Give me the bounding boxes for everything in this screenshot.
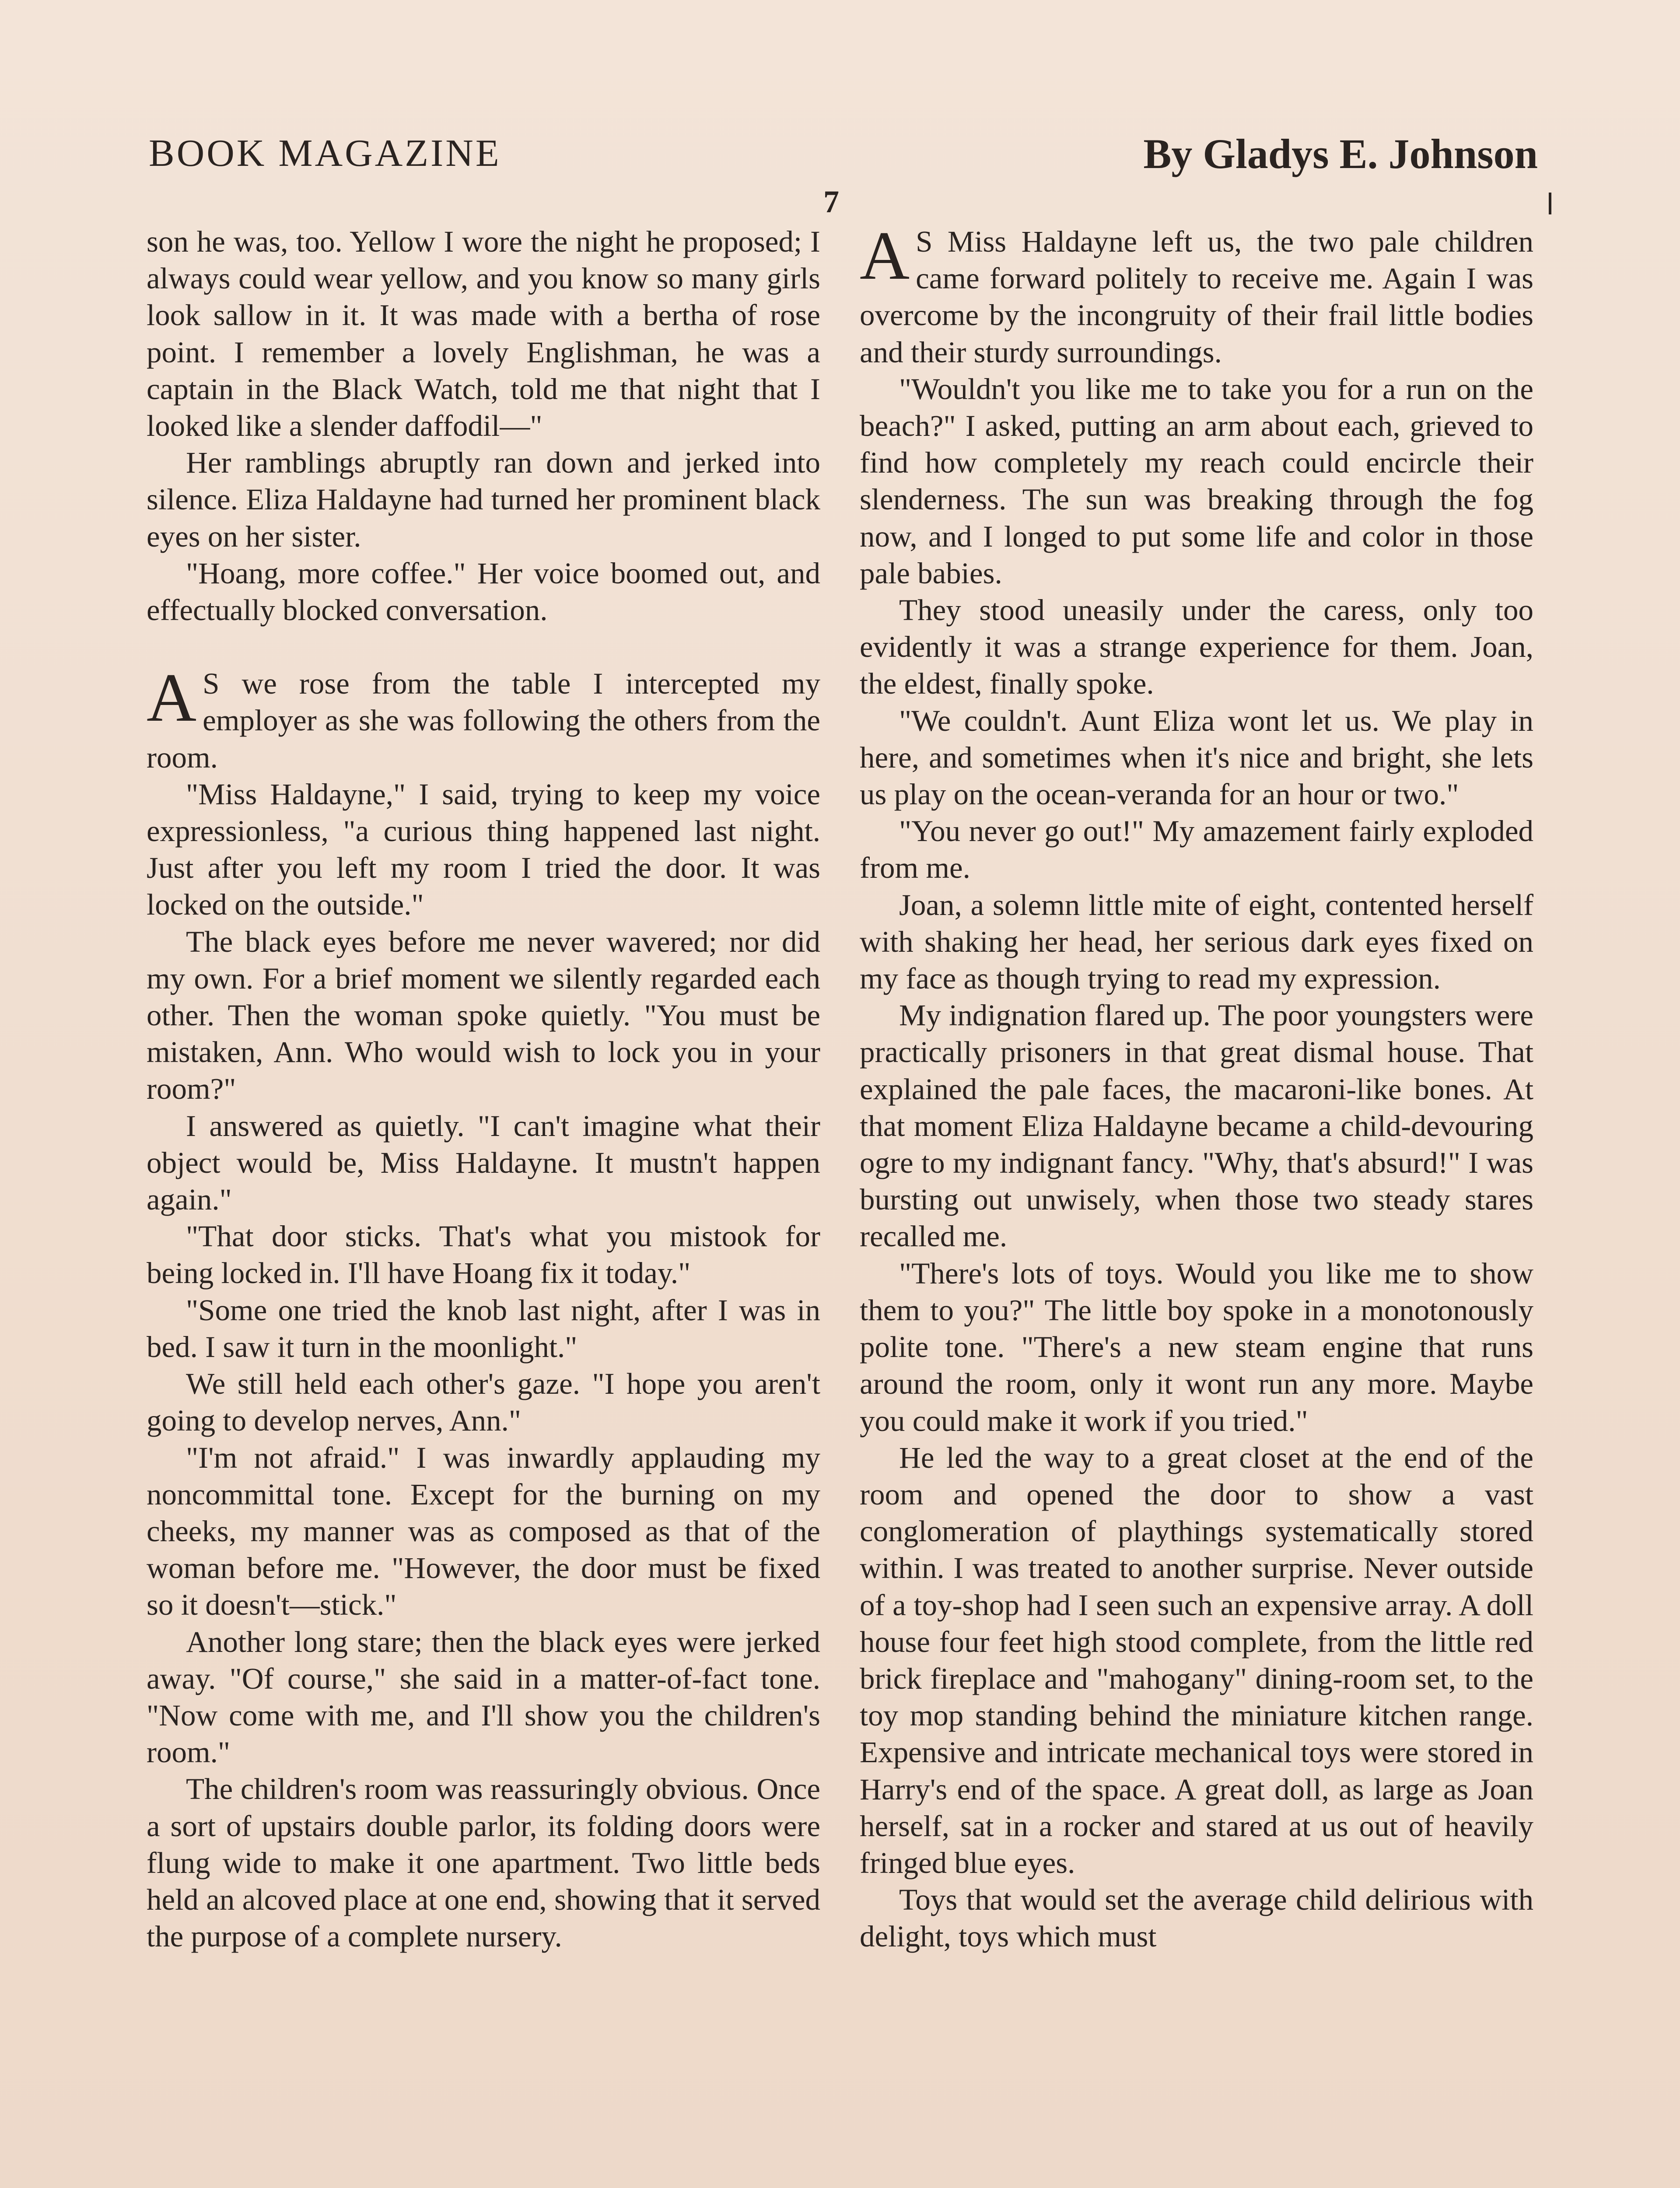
print-mark bbox=[1549, 193, 1551, 214]
paragraph bbox=[147, 1218, 820, 1291]
paragraph bbox=[147, 1108, 820, 1218]
paragraph bbox=[147, 1365, 820, 1439]
paragraph bbox=[860, 592, 1533, 702]
paragraph bbox=[147, 776, 820, 923]
paragraph bbox=[860, 1255, 1533, 1439]
paragraph-text: "That door sticks. That's what you mistook for being locked in. I'll have Hoang fix it today." bbox=[147, 1220, 820, 1290]
paragraph bbox=[860, 1439, 1533, 1881]
paragraph-text: Her ramblings abruptly ran down and jerked into silence. Eliza Haldayne had turned her prominent black eyes on her sister. bbox=[147, 446, 820, 553]
paragraph bbox=[860, 1881, 1533, 1955]
left-text-column bbox=[147, 223, 820, 2188]
paragraph-text: Another long stare; then the black eyes were jerked away. "Of course," she said in a matter-of-fact tone. "Now come with me, and I'll show you the children's room." bbox=[147, 1625, 820, 1769]
paragraph bbox=[860, 223, 1533, 371]
paragraph-text: The black eyes before me never wavered; nor did my own. For a brief moment we silently regarded each other. Then the woman spoke quietly. "You must be mistaken, Ann. Who would wish to lock you in your room?" bbox=[147, 925, 820, 1106]
paragraph-text: S we rose from the table I intercepted my employer as she was following the others from the room. bbox=[147, 667, 820, 774]
paragraph bbox=[147, 555, 820, 628]
paragraph-text: "You never go out!" My amazement fairly exploded from me. bbox=[860, 814, 1533, 885]
paragraph bbox=[860, 702, 1533, 813]
paragraph bbox=[147, 1292, 820, 1365]
paragraph-text: "Wouldn't you like me to take you for a run on the beach?" I asked, putting an arm about each, grieved to find how completely my reach could encircle their slenderness. The sun was breaking through the fog now, and I longed to put some life and color in those pale babies. bbox=[860, 372, 1533, 590]
paragraph bbox=[147, 1439, 820, 1623]
paragraph-text: He led the way to a great closet at the end of the room and opened the door to show a vast conglomeration of playthings systematically stored within. I was treated to another surprise. Never outside of a toy-shop had I seen such an expensive array. A doll house four feet high stood complete, from the little red brick fireplace and "mahogany" dining-room set, to the toy mop standing behind the miniature kitchen range. Expensive and intricate mechanical toys were stored in Harry's end of the space. A great doll, as large as Joan herself, sat in a rocker and stared at us out of heavily fringed blue eyes. bbox=[860, 1441, 1533, 1879]
author-byline: By Gladys E. Johnson bbox=[1143, 130, 1538, 177]
paragraph bbox=[860, 813, 1533, 886]
paragraph bbox=[860, 371, 1533, 592]
paragraph-text: Toys that would set the average child delirious with delight, toys which must bbox=[860, 1883, 1533, 1953]
paragraph-text: "Miss Haldayne," I said, trying to keep my voice expressionless, "a curious thing happened last night. Just after you left my room I tried the door. It was locked on the outside." bbox=[147, 777, 820, 922]
paragraph bbox=[147, 923, 820, 1108]
paragraph-text: I answered as quietly. "I can't imagine what their object would be, Miss Haldayne. It mustn't happen again." bbox=[147, 1109, 820, 1217]
paragraph-text: My indignation flared up. The poor youngsters were practically prisoners in that great dismal house. That explained the pale faces, the macaroni-like bones. At that moment Eliza Haldayne became a child-devouring ogre to my indignant fancy. "Why, that's absurd!" I was bursting out unwisely, when those two steady stares recalled me. bbox=[860, 999, 1533, 1253]
page-number: 7 bbox=[823, 184, 839, 219]
paragraph bbox=[147, 223, 820, 444]
paragraph-text: "Some one tried the knob last night, after I was in bed. I saw it turn in the moonlight." bbox=[147, 1293, 820, 1364]
paragraph bbox=[147, 1623, 820, 1771]
paragraph-text: "Hoang, more coffee." Her voice boomed out, and effectually blocked conversation. bbox=[147, 556, 820, 627]
paragraph-text: "I'm not afraid." I was inwardly applauding my noncommittal tone. Except for the burning on my cheeks, my manner was as composed as that of the woman before me. "However, the door must be fixed so it doesn't—stick." bbox=[147, 1441, 820, 1622]
paragraph bbox=[147, 444, 820, 555]
paragraph-text: S Miss Haldayne left us, the two pale children came forward politely to receive me. Again I was overcome by the incongruity of their frail little bodies and their sturdy surroundings. bbox=[860, 225, 1533, 369]
paragraph bbox=[147, 1771, 820, 1955]
paragraph-text: We still held each other's gaze. "I hope you aren't going to develop nerves, Ann." bbox=[147, 1367, 820, 1438]
paragraph-text: son he was, too. Yellow I wore the night he proposed; I always could wear yellow, and you know so many girls look sallow in it. It was made with a bertha of rose point. I remember a lovely Englishman, he was a captain in the Black Watch, told me that night that I looked like a slender daffodil—" bbox=[147, 225, 820, 443]
drop-cap: A bbox=[860, 223, 910, 294]
paragraph-text: Joan, a solemn little mite of eight, contented herself with shaking her head, her serious dark eyes fixed on my face as though trying to read my expression. bbox=[860, 888, 1533, 996]
paragraph bbox=[860, 887, 1533, 997]
paragraph-text: "There's lots of toys. Would you like me to show them to you?" The little boy spoke in a monotonously polite tone. "There's a new steam engine that runs around the room, only it wont run any more. Maybe you could make it work if you tried." bbox=[860, 1256, 1533, 1438]
magazine-title: BOOK MAGAZINE bbox=[149, 132, 501, 175]
paragraph-text: They stood uneasily under the caress, only too evidently it was a strange experience for them. Joan, the eldest, finally spoke. bbox=[860, 593, 1533, 701]
paragraph-text: "We couldn't. Aunt Eliza wont let us. We play in here, and sometimes when it's nice and bright, she lets us play on the ocean-veranda for an hour or two." bbox=[860, 704, 1533, 811]
paragraph bbox=[860, 997, 1533, 1255]
paragraph-text: The children's room was reassuringly obvious. Once a sort of upstairs double parlor, its folding doors were flung wide to make it one apartment. Two little beds held an alcoved place at one end, showing that it served the purpose of a complete nursery. bbox=[147, 1772, 820, 1953]
right-text-column bbox=[860, 223, 1533, 2188]
drop-cap: A bbox=[147, 659, 197, 736]
paragraph bbox=[147, 659, 820, 776]
